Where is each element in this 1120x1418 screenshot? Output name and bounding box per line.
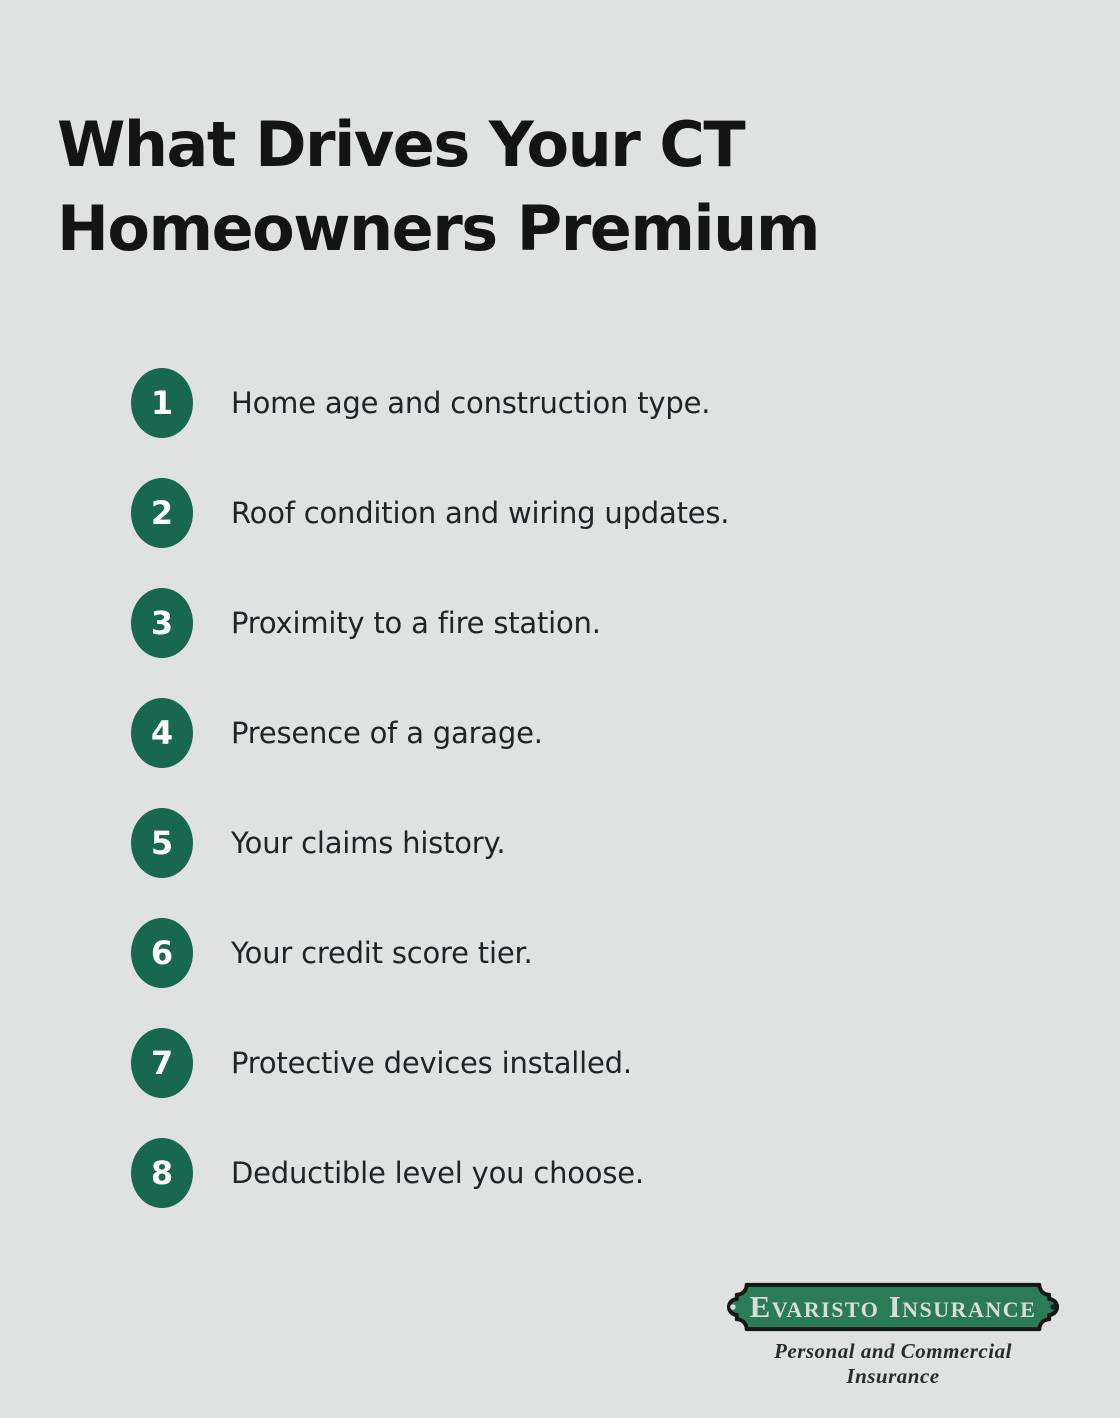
item-text: Your claims history.: [231, 826, 506, 860]
item-number-badge: 4: [131, 698, 193, 768]
list-item: [131, 918, 729, 988]
item-text: Presence of a garage.: [231, 716, 543, 750]
item-number-badge: 5: [131, 808, 193, 878]
item-number-badge: 6: [131, 918, 193, 988]
list-item: [131, 808, 729, 878]
list-item: [131, 1138, 729, 1208]
item-number-badge: 1: [131, 368, 193, 438]
item-number-badge: 2: [131, 478, 193, 548]
list-item: [131, 368, 729, 438]
item-text: Roof condition and wiring updates.: [231, 496, 730, 530]
page-title: [57, 103, 819, 270]
item-text: Deductible level you choose.: [231, 1156, 644, 1190]
factors-list: [131, 368, 729, 1248]
list-item: [131, 1028, 729, 1098]
company-name: Evaristo Insurance: [749, 1289, 1037, 1324]
item-number-badge: 3: [131, 588, 193, 658]
item-text: Home age and construction type.: [231, 386, 711, 420]
plaque-shape: [729, 1285, 1057, 1329]
list-item: [131, 478, 729, 548]
list-item: [131, 698, 729, 768]
item-number-badge: 7: [131, 1028, 193, 1098]
list-item: [131, 588, 729, 658]
company-logo: [726, 1280, 1060, 1389]
company-tagline: Personal and Commercial Insurance: [774, 1339, 1012, 1388]
plaque-dot-left-icon: [730, 1304, 736, 1310]
page-title-line-1: What Drives Your CT: [57, 108, 745, 181]
plaque-sign-icon: [726, 1280, 1060, 1334]
logo-plaque: [726, 1280, 1060, 1334]
item-text: Your credit score tier.: [231, 936, 533, 970]
item-number-badge: 8: [131, 1138, 193, 1208]
item-text: Protective devices installed.: [231, 1046, 632, 1080]
item-text: Proximity to a fire station.: [231, 606, 601, 640]
plaque-dot-right-icon: [1050, 1304, 1056, 1310]
page-title-line-2: Homeowners Premium: [57, 191, 819, 265]
